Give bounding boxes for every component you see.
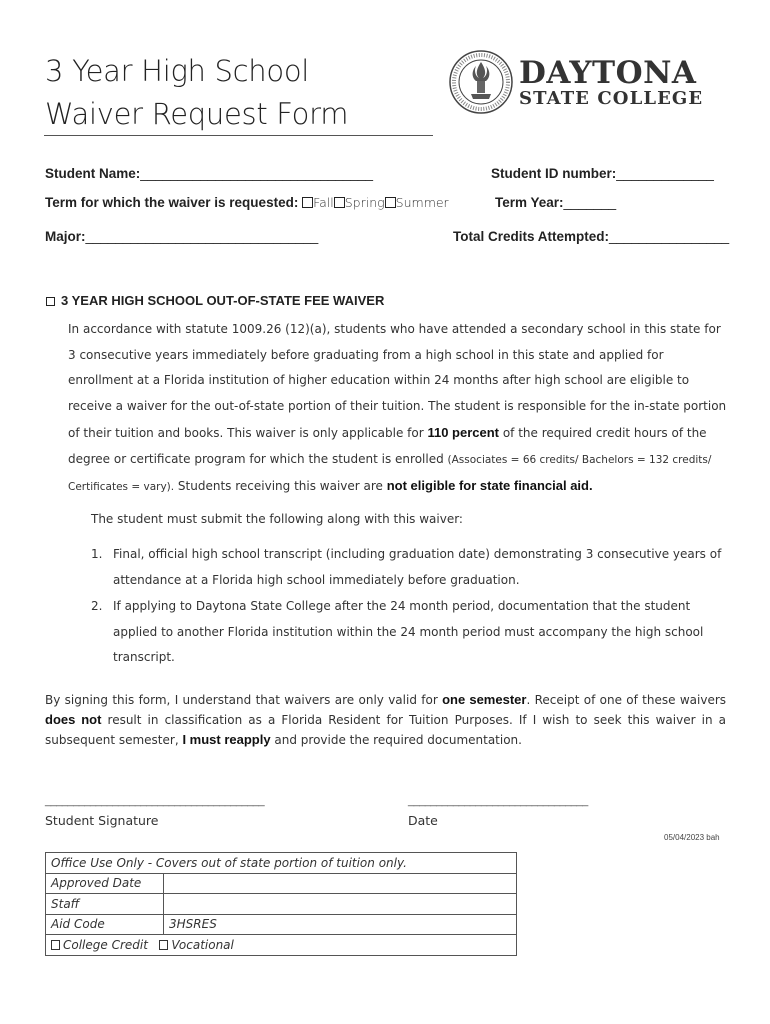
student-id-blank[interactable]: _____________ <box>616 166 714 181</box>
document-code: 05/04/2023 bah <box>664 833 720 842</box>
student-id-field[interactable] <box>491 166 714 181</box>
requirement-item-1: Final, official high school transcript (including graduation date) demonstrating 3 consecutive years of attendance at a Florida high school immediately before graduation. <box>113 547 722 587</box>
term-field <box>45 195 449 210</box>
title-divider <box>44 135 433 136</box>
agreement-paragraph <box>45 690 726 750</box>
submit-intro: The student must submit the following along with this waiver: <box>91 512 463 526</box>
credits-blank[interactable]: ________________ <box>609 229 730 244</box>
statute-bold-aid: not eligible for state financial aid. <box>386 478 593 494</box>
vocational-label: Vocational <box>171 937 234 952</box>
waiver-heading <box>46 293 384 308</box>
table-row <box>46 914 517 935</box>
aid-code-value: 3HSRES <box>164 914 517 935</box>
statute-text-1: In accordance with statute 1009.26 (12)(a), students who have attended a secondary school in this state for 3 consecutive years immediately before graduating from a high school in this state and applied for enrollment at a Florida institution of higher education within 24 months after high school are eligible to receive a waiver for the out-of-state portion of their tuition. The student is responsible for the in-state portion of their tuition and books. This waiver is only applicable for <box>68 322 727 440</box>
list-number-1: 1. <box>91 547 103 561</box>
term-year-field[interactable] <box>495 195 616 210</box>
credits-label: Total Credits Attempted: <box>453 229 610 244</box>
college-credit-label: College Credit <box>63 937 148 952</box>
office-header: Office Use Only - Covers out of state portion of tuition only. <box>46 853 517 874</box>
major-label: Major: <box>45 229 86 244</box>
form-title-line1: 3 Year High School <box>45 54 310 88</box>
term-label: Term for which the waiver is requested: <box>45 195 299 210</box>
college-credit-checkbox[interactable] <box>51 940 60 950</box>
student-name-blank[interactable]: _______________________________ <box>140 166 374 181</box>
table-row <box>46 873 517 894</box>
date-line[interactable]: ________________________________ <box>408 795 588 807</box>
office-header-row <box>46 853 517 874</box>
table-row <box>46 935 517 956</box>
form-title-line2: Waiver Request Form <box>45 97 349 131</box>
student-name-label: Student Name: <box>45 166 141 181</box>
aid-code-label: Aid Code <box>46 914 164 935</box>
approved-date-cell[interactable] <box>164 873 517 894</box>
major-field[interactable] <box>45 229 318 244</box>
statute-bold-110: 110 percent <box>427 424 500 440</box>
student-name-field[interactable] <box>45 166 373 181</box>
credits-field[interactable] <box>453 229 729 244</box>
table-row <box>46 894 517 915</box>
date-label: Date <box>408 813 438 828</box>
term-summer-checkbox[interactable] <box>385 197 396 208</box>
student-signature-label: Student Signature <box>45 813 159 828</box>
agreement-text-3: result in classification as a Florida Resident for Tuition Purposes. If I wish to seek this waiver in a subsequent semester, <box>45 713 726 747</box>
program-type-row <box>46 935 517 956</box>
office-use-table <box>45 852 517 956</box>
term-spring-label: Spring <box>344 195 385 210</box>
student-id-label: Student ID number: <box>491 166 617 181</box>
approved-date-label: Approved Date <box>46 873 164 894</box>
major-blank[interactable]: _______________________________ <box>85 229 319 244</box>
list-number-2: 2. <box>91 599 103 613</box>
agreement-bold-one-semester: one semester <box>442 692 527 707</box>
vocational-checkbox[interactable] <box>159 940 168 950</box>
college-seal-icon <box>449 50 513 114</box>
agreement-bold-reapply: I must reapply <box>182 732 271 747</box>
term-spring-checkbox[interactable] <box>334 197 345 208</box>
term-fall-label: Fall <box>313 195 334 210</box>
agreement-text-2: . Receipt of one of these waivers <box>526 693 727 707</box>
term-summer-label: Summer <box>395 195 449 210</box>
term-year-blank[interactable]: _______ <box>563 195 617 210</box>
agreement-bold-does-not: does not <box>45 712 102 727</box>
statute-text-3: Students receiving this waiver are <box>174 479 387 494</box>
agreement-text-4: and provide the required documentation. <box>270 733 522 747</box>
logo-subname: STATE COLLEGE <box>519 88 704 109</box>
staff-label: Staff <box>46 894 164 915</box>
student-signature-line[interactable]: _______________________________________ <box>45 795 265 807</box>
staff-cell[interactable] <box>164 894 517 915</box>
requirement-item-2: If applying to Daytona State College after the 24 month period, documentation that the student applied to another Florida institution within the 24 month period must accompany the high school transcript. <box>113 599 704 664</box>
credit-breakdown: (Associates = 66 credits/ Bachelors = 132 credits/ Certificates = vary). <box>68 453 712 494</box>
logo-name: DAYTONA <box>519 55 697 91</box>
term-year-label: Term Year: <box>495 195 564 210</box>
waiver-heading-text: 3 YEAR HIGH SCHOOL OUT-OF-STATE FEE WAIVER <box>61 293 385 308</box>
agreement-text-1: By signing this form, I understand that waivers are only valid for <box>45 693 443 707</box>
term-fall-checkbox[interactable] <box>302 197 313 208</box>
statute-paragraph <box>68 317 730 501</box>
waiver-checkbox[interactable] <box>46 297 55 306</box>
statute-text-2: of the required credit hours of the degree or certificate program for which the student is enrolled <box>68 425 707 466</box>
form-title <box>45 50 348 136</box>
